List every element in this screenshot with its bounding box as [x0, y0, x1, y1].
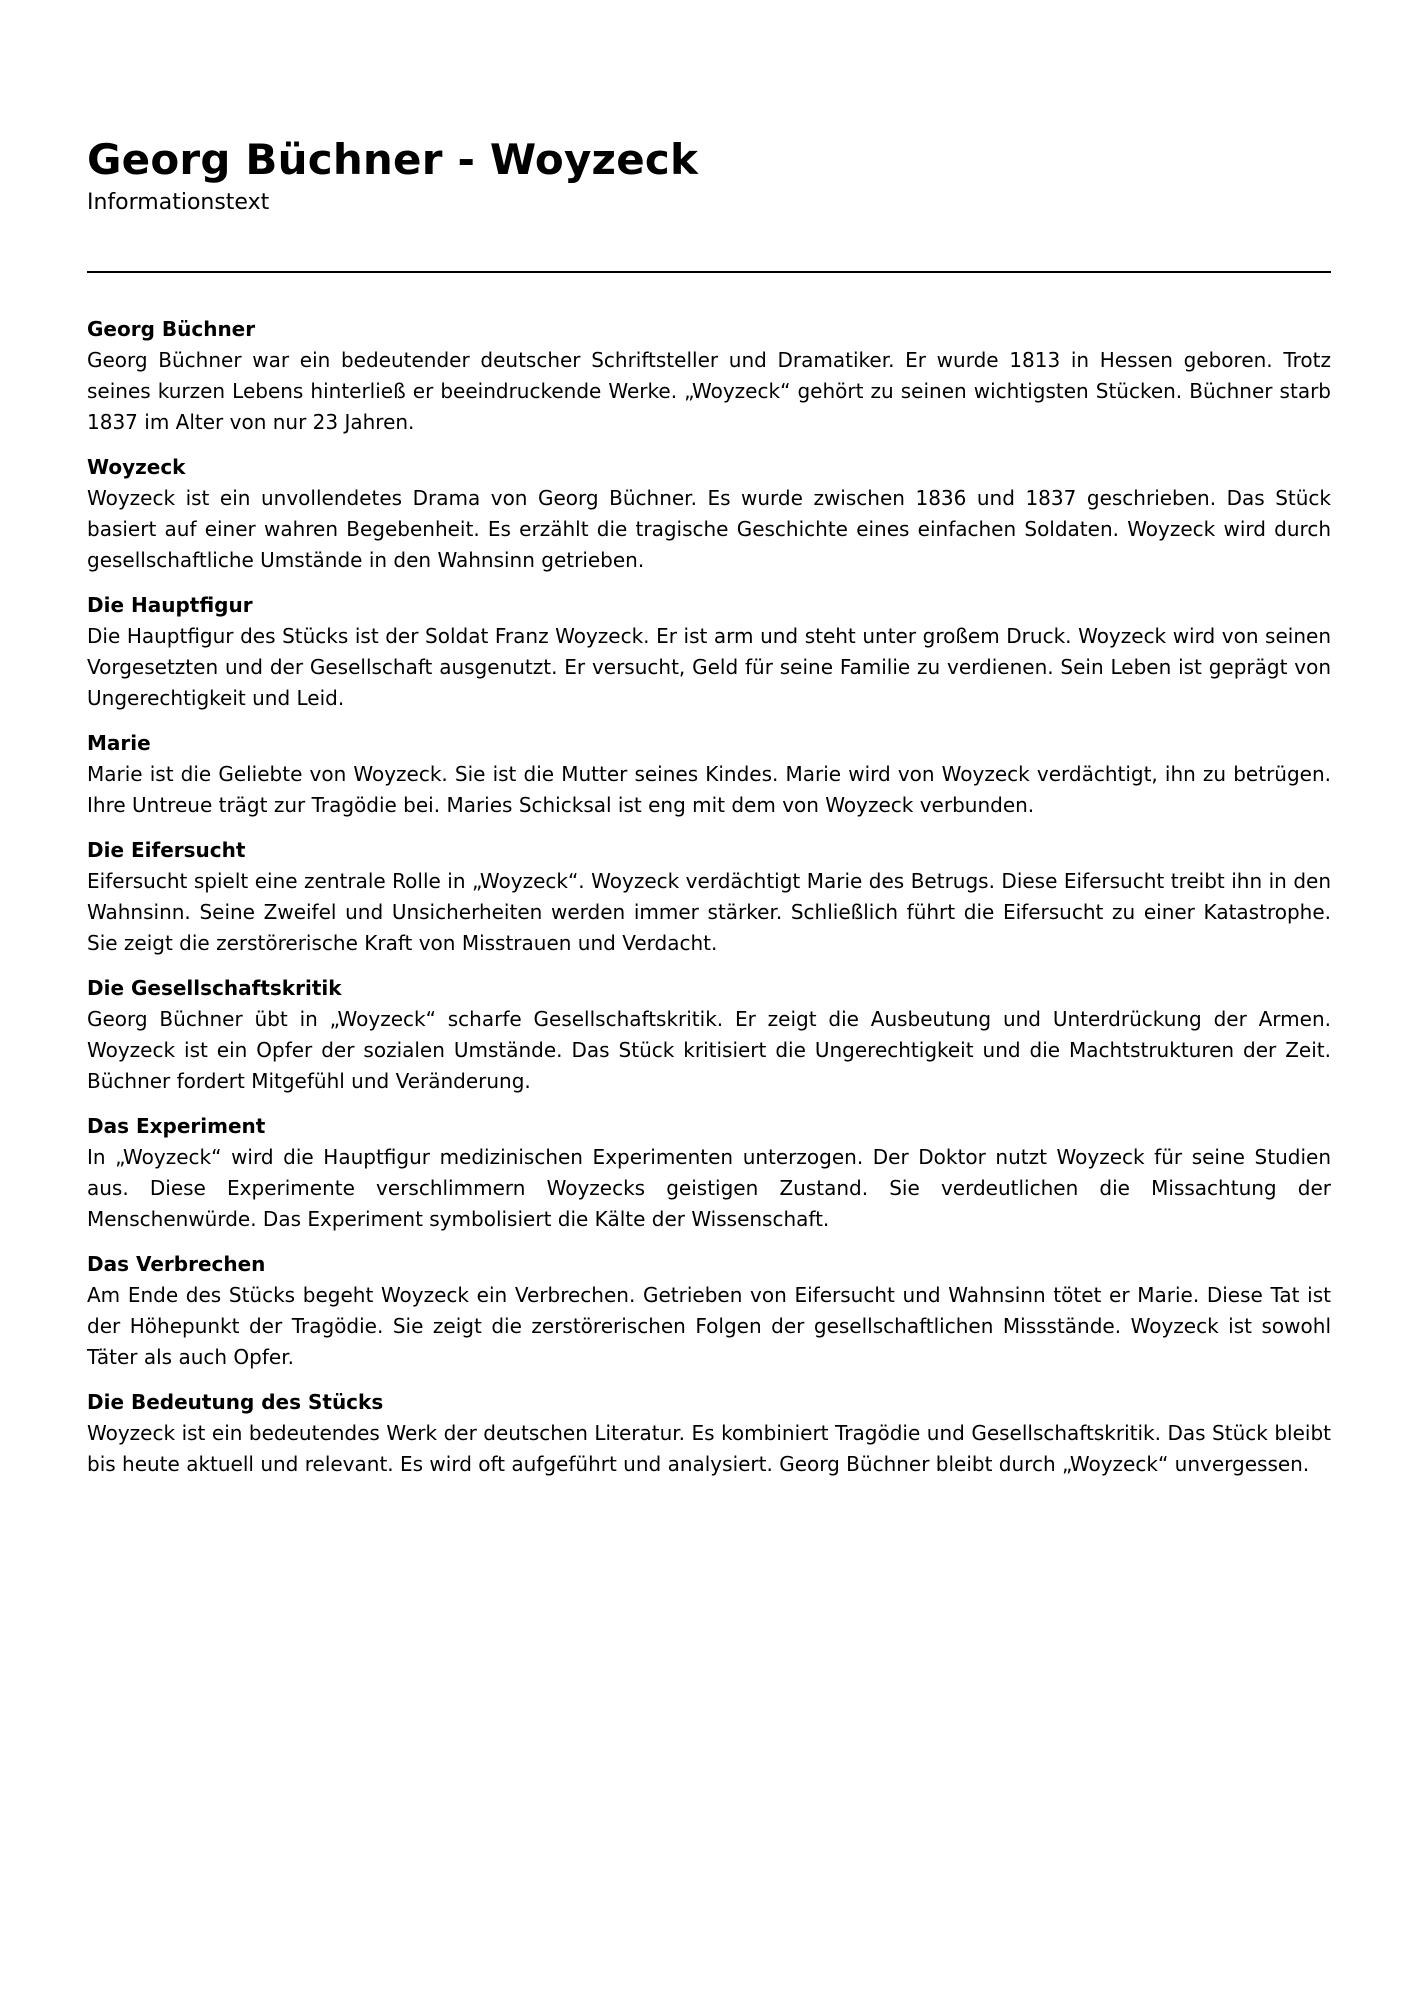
- section-heading: Georg Büchner: [87, 317, 256, 341]
- section-text: Marie ist die Geliebte von Woyzeck. Sie ist die Mutter seines Kindes. Marie wird von Woyzeck verdächtigt, ihn zu betrügen. Ihre Untreue trägt zur Tragödie bei. Maries Schicksal ist eng mit dem von Woyzeck verbunden.: [87, 762, 1331, 817]
- section-text: Eifersucht spielt eine zentrale Rolle in „Woyzeck“. Woyzeck verdächtigt Marie des Betrugs. Diese Eifersucht treibt ihn in den Wahnsinn. Seine Zweifel und Unsicherheiten werden immer stärker. Schließlich führt die Eifersucht zu einer Katastrophe. Sie zeigt die zerstörerische Kraft von Misstrauen und Verdacht.: [87, 869, 1331, 955]
- section-heading: Die Hauptfigur: [87, 593, 253, 617]
- section-marie: [87, 728, 1331, 821]
- sections-container: [87, 314, 1331, 1494]
- section-text: In „Woyzeck“ wird die Hauptfigur medizinischen Experimenten unterzogen. Der Doktor nutzt Woyzeck für seine Studien aus. Diese Experimente verschlimmern Woyzecks geistigen Zustand. Sie verdeutlichen die Missachtung der Menschenwürde. Das Experiment symbolisiert die Kälte der Wissenschaft.: [87, 1145, 1331, 1231]
- title-divider: [87, 271, 1331, 273]
- section-heading: Marie: [87, 731, 151, 755]
- section-heading: Die Eifersucht: [87, 838, 246, 862]
- document-subtitle: Informationstext: [87, 190, 270, 215]
- section-text: Georg Büchner war ein bedeutender deutscher Schriftsteller und Dramatiker. Er wurde 1813 in Hessen geboren. Trotz seines kurzen Lebens hinterließ er beeindruckende Werke. „Woyzeck“ gehört zu seinen wichtigsten Stücken. Büchner starb 1837 im Alter von nur 23 Jahren.: [87, 348, 1331, 434]
- section-georg-buechner: [87, 314, 1331, 438]
- section-text: Woyzeck ist ein bedeutendes Werk der deutschen Literatur. Es kombiniert Tragödie und Gesellschaftskritik. Das Stück bleibt bis heute aktuell und relevant. Es wird oft aufgeführt und analysiert. Georg Büchner bleibt durch „Woyzeck“ unvergessen.: [87, 1421, 1331, 1476]
- document-title: Georg Büchner - Woyzeck: [87, 135, 699, 184]
- section-heading: Das Verbrechen: [87, 1252, 266, 1276]
- section-heading: Das Experiment: [87, 1114, 266, 1138]
- section-text: Woyzeck ist ein unvollendetes Drama von Georg Büchner. Es wurde zwischen 1836 und 1837 geschrieben. Das Stück basiert auf einer wahren Begebenheit. Es erzählt die tragische Geschichte eines einfachen Soldaten. Woyzeck wird durch gesellschaftliche Umstände in den Wahnsinn getrieben.: [87, 486, 1331, 572]
- section-heading: Die Bedeutung des Stücks: [87, 1390, 384, 1414]
- section-text: Georg Büchner übt in „Woyzeck“ scharfe Gesellschaftskritik. Er zeigt die Ausbeutung und Unterdrückung der Armen. Woyzeck ist ein Opfer der sozialen Umstände. Das Stück kritisiert die Ungerechtigkeit und die Machtstrukturen der Zeit. Büchner fordert Mitgefühl und Veränderung.: [87, 1007, 1331, 1093]
- section-hauptfigur: [87, 590, 1331, 714]
- section-text: Am Ende des Stücks begeht Woyzeck ein Verbrechen. Getrieben von Eifersucht und Wahnsinn tötet er Marie. Diese Tat ist der Höhepunkt der Tragödie. Sie zeigt die zerstörerischen Folgen der gesellschaftlichen Missstände. Woyzeck ist sowohl Täter als auch Opfer.: [87, 1283, 1331, 1369]
- section-woyzeck: [87, 452, 1331, 576]
- section-eifersucht: [87, 835, 1331, 959]
- section-experiment: [87, 1111, 1331, 1235]
- section-verbrechen: [87, 1249, 1331, 1373]
- section-bedeutung: [87, 1387, 1331, 1480]
- section-gesellschaftskritik: [87, 973, 1331, 1097]
- section-text: Die Hauptfigur des Stücks ist der Soldat Franz Woyzeck. Er ist arm und steht unter großem Druck. Woyzeck wird von seinen Vorgesetzten und der Gesellschaft ausgenutzt. Er versucht, Geld für seine Familie zu verdienen. Sein Leben ist geprägt von Ungerechtigkeit und Leid.: [87, 624, 1331, 710]
- section-heading: Woyzeck: [87, 455, 186, 479]
- section-heading: Die Gesellschaftskritik: [87, 976, 342, 1000]
